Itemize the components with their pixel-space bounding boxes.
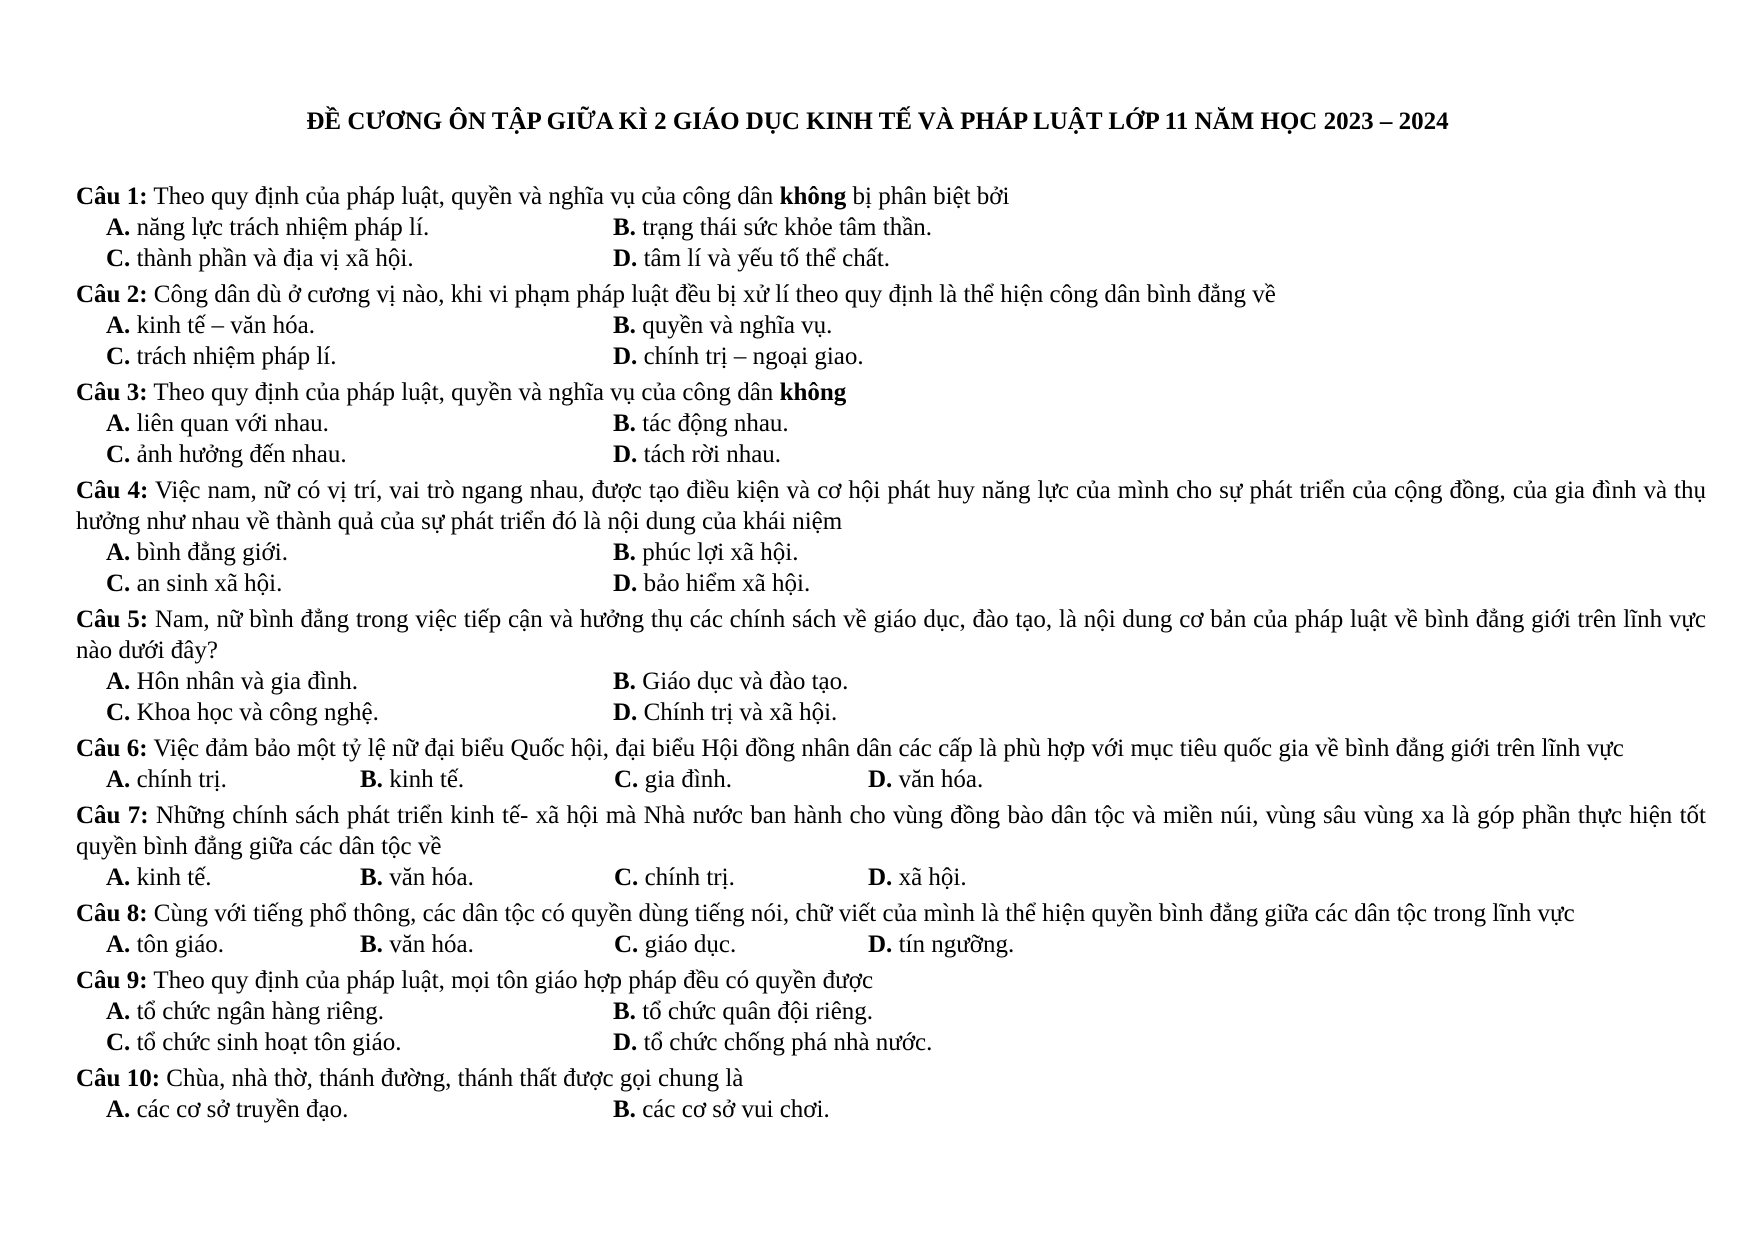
option-letter: A. [106,214,131,241]
option-letter: B. [613,214,636,241]
answer-option [868,862,1122,893]
option-text: chính trị – ngoại giao. [637,343,864,370]
question-text: Theo quy định của pháp luật, quyền và nghĩa vụ của công dân [147,183,780,210]
answer-option [868,929,1122,960]
option-letter: A. [106,410,131,437]
question-label: Câu 6: [76,735,148,762]
question-text: Chùa, nhà thờ, thánh đường, thánh thất được gọi chung là [160,1065,744,1092]
option-letter: B. [613,998,636,1025]
option-letter: A. [106,312,131,339]
question-label: Câu 8: [76,900,148,927]
option-letter: C. [106,343,131,370]
option-letter: B. [360,766,383,793]
question-stem [76,181,1706,212]
question-text: Việc đảm bảo một tỷ lệ nữ đại biểu Quốc hội, đại biểu Hội đồng nhân dân các cấp là phù hợp với mục tiêu quốc gia về bình đẳng giới trên lĩnh vực [147,735,1624,762]
question-text: Nam, nữ bình đẳng trong việc tiếp cận và hưởng thụ các chính sách về giáo dục, đào tạo, là nội dung cơ bản của pháp luật về bình đẳng giới trên lĩnh vực nào dưới đây? [76,606,1706,664]
option-letter: C. [106,699,131,726]
option-letter: C. [614,766,639,793]
option-letter: A. [106,1096,131,1123]
option-letter: B. [613,410,636,437]
option-text: Khoa học và công nghệ. [130,699,379,726]
option-text: văn hóa. [382,931,474,958]
question-label: Câu 2: [76,281,148,308]
question-stem [76,279,1706,310]
answer-options [106,537,1706,599]
answer-option [613,697,1120,728]
option-letter: C. [106,570,131,597]
answer-option [614,764,868,795]
answer-option [613,1027,1120,1058]
option-letter: C. [106,245,131,272]
question-text: Những chính sách phát triển kinh tế- xã hội mà Nhà nước ban hành cho vùng đồng bào dân tộc và miền núi, vùng sâu vùng xa là góp phần thực hiện tốt quyền bình đẳng giữa các dân tộc về [76,802,1706,860]
question-item [76,733,1706,795]
option-text: phúc lợi xã hội. [635,539,799,566]
option-text: tổ chức sinh hoạt tôn giáo. [130,1029,402,1056]
answer-option [613,996,1120,1027]
question-label: Câu 5: [76,606,149,633]
answer-option [614,862,868,893]
option-letter: C. [614,864,639,891]
option-letter: B. [613,668,636,695]
option-text: các cơ sở vui chơi. [635,1096,830,1123]
option-text: bình đẳng giới. [130,539,288,566]
option-letter: A. [106,668,131,695]
option-letter: A. [106,539,131,566]
answer-option [613,666,1120,697]
question-list [76,181,1706,1130]
answer-option [106,764,360,795]
answer-option [613,439,1120,470]
option-letter: D. [868,864,893,891]
question-item [76,965,1706,1058]
answer-options [106,929,1706,960]
option-text: kinh tế – văn hóa. [130,312,315,339]
option-text: Chính trị và xã hội. [637,699,838,726]
option-text: liên quan với nhau. [130,410,329,437]
option-text: chính trị. [638,864,735,891]
question-item [76,475,1706,599]
option-text: bảo hiểm xã hội. [637,570,811,597]
option-text: tách rời nhau. [637,441,782,468]
answer-option [613,568,1120,599]
page-title: ĐỀ CƯƠNG ÔN TẬP GIỮA KÌ 2 GIÁO DỤC KINH TẾ VÀ PHÁP LUẬT LỚP 11 NĂM HỌC 2023 – 2024 [306,108,1449,135]
answer-option [106,439,613,470]
answer-option [613,212,1120,243]
answer-option [360,862,614,893]
option-letter: D. [613,570,638,597]
option-letter: D. [613,343,638,370]
answer-option [106,537,613,568]
answer-options [106,1094,1706,1125]
question-item [76,181,1706,274]
question-item [76,279,1706,372]
option-letter: B. [613,312,636,339]
option-letter: B. [613,1096,636,1123]
question-emphasis: không [779,183,847,210]
option-text: các cơ sở truyền đạo. [130,1096,349,1123]
option-text: tín ngưỡng. [892,931,1015,958]
option-text: Giáo dục và đào tạo. [635,668,849,695]
option-letter: D. [613,699,638,726]
answer-option [106,1094,613,1125]
answer-option [614,929,868,960]
answer-option [106,862,360,893]
answer-option [613,537,1120,568]
question-label: Câu 7: [76,802,149,829]
answer-option [106,408,613,439]
option-letter: C. [106,441,131,468]
option-text: tôn giáo. [130,931,225,958]
option-letter: D. [613,441,638,468]
option-letter: C. [614,931,639,958]
question-label: Câu 4: [76,477,149,504]
answer-option [360,929,614,960]
option-letter: D. [613,245,638,272]
option-letter: B. [613,539,636,566]
option-text: xã hội. [892,864,967,891]
question-text: Cùng với tiếng phổ thông, các dân tộc có quyền dùng tiếng nói, chữ viết của mình là thể hiện quyền bình đẳng giữa các dân tộc trong lĩnh vực [147,900,1575,927]
option-text: kinh tế. [130,864,212,891]
option-text: quyền và nghĩa vụ. [635,312,833,339]
option-text: an sinh xã hội. [130,570,283,597]
answer-option [106,310,613,341]
option-text: gia đình. [638,766,733,793]
option-letter: B. [360,864,383,891]
question-stem [76,965,1706,996]
option-letter: D. [613,1029,638,1056]
option-text: ảnh hưởng đến nhau. [130,441,347,468]
option-text: trách nhiệm pháp lí. [130,343,337,370]
answer-options [106,310,1706,372]
answer-option [106,666,613,697]
answer-options [106,996,1706,1058]
option-letter: A. [106,766,131,793]
question-label: Câu 10: [76,1065,161,1092]
question-label: Câu 1: [76,183,148,210]
question-stem [76,604,1706,666]
answer-option [106,243,613,274]
answer-options [106,212,1706,274]
question-item [76,1063,1706,1125]
answer-option [106,996,613,1027]
answer-option [613,341,1120,372]
answer-options [106,666,1706,728]
answer-option [106,697,613,728]
option-letter: D. [868,931,893,958]
answer-options [106,862,1706,893]
option-letter: C. [106,1029,131,1056]
answer-option [613,1094,1120,1125]
question-text: Việc nam, nữ có vị trí, vai trò ngang nhau, được tạo điều kiện và cơ hội phát huy năng lực của mình cho sự phát triển của cộng đồng, của gia đình và thụ hưởng như nhau về thành quả của sự phát triển đó là nội dung của khái niệm [76,477,1706,535]
option-letter: A. [106,998,131,1025]
question-text: Theo quy định của pháp luật, mọi tôn giáo hợp pháp đều có quyền được [147,967,874,994]
answer-option [360,764,614,795]
option-text: Hôn nhân và gia đình. [130,668,359,695]
question-text-end: bị phân biệt bởi [846,183,1010,210]
answer-option [106,568,613,599]
answer-option [106,1027,613,1058]
option-letter: A. [106,864,131,891]
answer-option [868,764,1122,795]
question-text: Theo quy định của pháp luật, quyền và nghĩa vụ của công dân [147,379,780,406]
answer-option [106,929,360,960]
question-label: Câu 9: [76,967,148,994]
answer-option [613,310,1120,341]
option-text: chính trị. [130,766,227,793]
question-item [76,898,1706,960]
question-label: Câu 3: [76,379,148,406]
option-text: giáo dục. [638,931,737,958]
answer-option [106,341,613,372]
option-text: tổ chức chống phá nhà nước. [637,1029,933,1056]
question-item [76,377,1706,470]
option-text: tổ chức ngân hàng riêng. [130,998,385,1025]
option-text: tâm lí và yếu tố thể chất. [637,245,891,272]
question-stem [76,377,1706,408]
question-stem [76,475,1706,537]
question-text: Công dân dù ở cương vị nào, khi vi phạm pháp luật đều bị xử lí theo quy định là thể hiện công dân bình đẳng về [147,281,1276,308]
option-text: trạng thái sức khỏe tâm thần. [635,214,933,241]
option-text: văn hóa. [892,766,984,793]
option-letter: A. [106,931,131,958]
answer-option [613,408,1120,439]
answer-option [613,243,1120,274]
question-stem [76,800,1706,862]
question-emphasis: không [779,379,847,406]
question-stem [76,733,1706,764]
option-text: tổ chức quân đội riêng. [635,998,874,1025]
answer-option [106,212,613,243]
question-item [76,800,1706,893]
option-text: thành phần và địa vị xã hội. [130,245,414,272]
option-text: tác động nhau. [635,410,789,437]
answer-options [106,408,1706,470]
answer-options [106,764,1706,795]
question-stem [76,1063,1706,1094]
question-item [76,604,1706,728]
option-text: kinh tế. [382,766,465,793]
question-stem [76,898,1706,929]
option-letter: B. [360,931,383,958]
option-letter: D. [868,766,893,793]
option-text: năng lực trách nhiệm pháp lí. [130,214,430,241]
option-text: văn hóa. [382,864,474,891]
